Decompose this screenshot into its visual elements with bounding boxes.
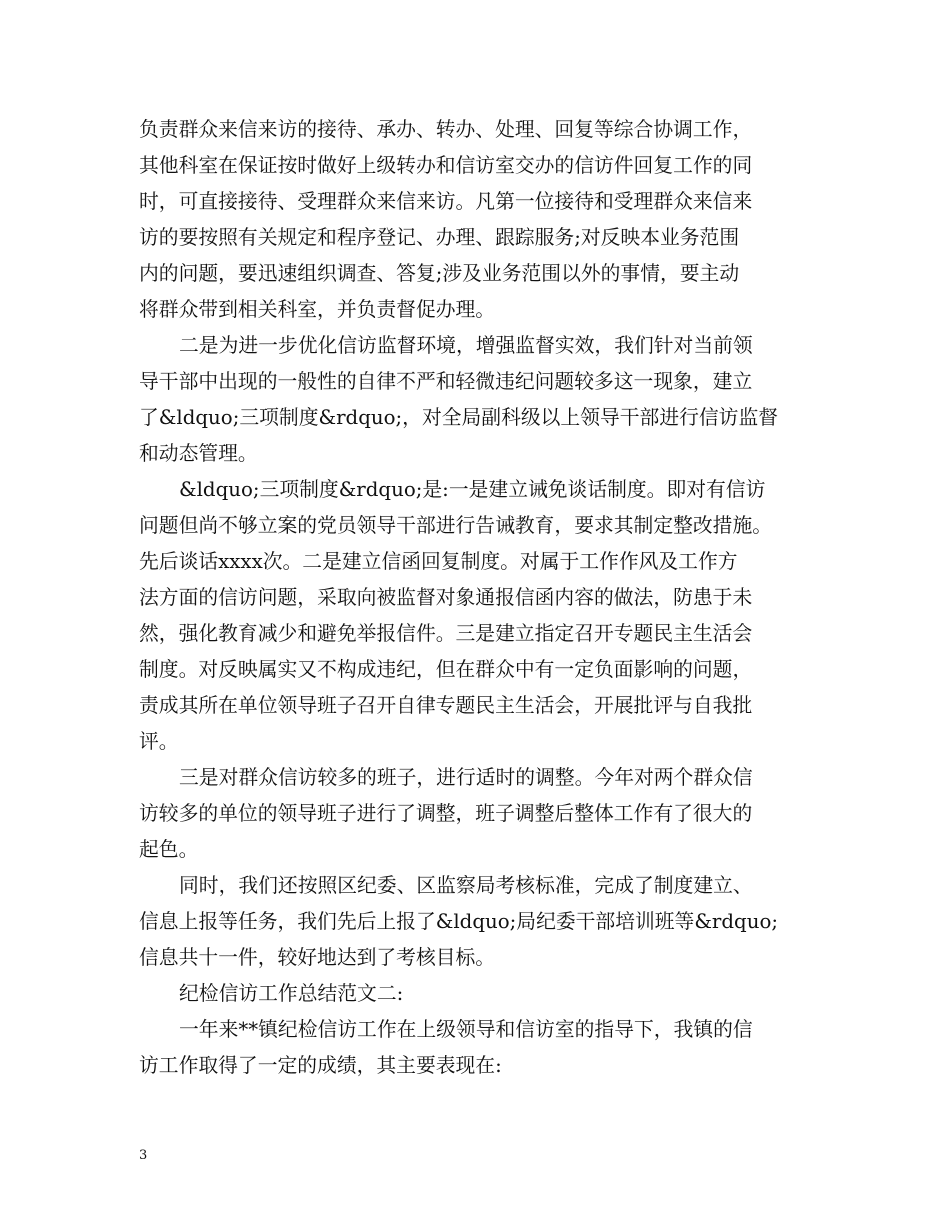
section-heading: 纪检信访工作总结范文二: bbox=[179, 982, 404, 1005]
text-line: 信息上报等任务，我们先后上报了&ldquo;局纪委干部培训班等&rdquo; bbox=[139, 910, 779, 933]
paragraph-start-line: 同时，我们还按照区纪委、区监察局考核标准，完成了制度建立、 bbox=[179, 874, 753, 897]
paragraph-start-line: 一年来**镇纪检信访工作在上级领导和信访室的指导下，我镇的信 bbox=[179, 1018, 753, 1041]
text-line: 和动态管理。 bbox=[139, 442, 258, 465]
text-line: 法方面的信访问题，采取向被监督对象通报信函内容的做法，防患于未 bbox=[139, 586, 753, 609]
text-line: 了&ldquo;三项制度&rdquo;，对全局副科级以上领导干部进行信访监督 bbox=[139, 406, 779, 429]
paragraph-start-line: 二是为进一步优化信访监督环境，增强监督实效，我们针对当前领 bbox=[179, 334, 753, 357]
text-line: 起色。 bbox=[139, 838, 199, 861]
text-line: 访的要按照有关规定和程序登记、办理、跟踪服务;对反映本业务范围 bbox=[139, 226, 740, 249]
text-line: 导干部中出现的一般性的自律不严和轻微违纪问题较多这一现象，建立 bbox=[139, 370, 753, 393]
text-line: 然，强化教育减少和避免举报信件。三是建立指定召开专题民主生活会 bbox=[139, 622, 753, 645]
text-line: 访较多的单位的领导班子进行了调整，班子调整后整体工作有了很大的 bbox=[139, 802, 753, 825]
text-line: 问题但尚不够立案的党员领导干部进行告诫教育，要求其制定整改措施。 bbox=[139, 514, 773, 537]
text-line: 访工作取得了一定的成绩，其主要表现在: bbox=[139, 1054, 502, 1077]
text-line: 信息共十一件，较好地达到了考核目标。 bbox=[139, 946, 496, 969]
text-line: 其他科室在保证按时做好上级转办和信访室交办的信访件回复工作的同 bbox=[139, 154, 753, 177]
text-line: 时，可直接接待、受理群众来信来访。凡第一位接待和受理群众来信来 bbox=[139, 190, 753, 213]
text-line: 负责群众来信来访的接待、承办、转办、处理、回复等综合协调工作， bbox=[139, 118, 753, 141]
text-line: 制度。对反映属实又不构成违纪，但在群众中有一定负面影响的问题， bbox=[139, 658, 753, 681]
page-number: 3 bbox=[139, 1148, 148, 1163]
text-line: 内的问题，要迅速组织调查、答复;涉及业务范围以外的事情，要主动 bbox=[139, 262, 740, 285]
text-line: 责成其所在单位领导班子召开自律专题民主生活会，开展批评与自我批 bbox=[139, 694, 753, 717]
text-line: 将群众带到相关科室，并负责督促办理。 bbox=[139, 298, 496, 321]
text-line: 评。 bbox=[139, 730, 179, 753]
paragraph-start-line: &ldquo;三项制度&rdquo;是:一是建立诫免谈话制度。即对有信访 bbox=[179, 478, 766, 501]
paragraph-start-line: 三是对群众信访较多的班子，进行适时的调整。今年对两个群众信 bbox=[179, 766, 753, 789]
body-text bbox=[139, 112, 819, 1084]
text-line: 先后谈话xxxx次。二是建立信函回复制度。对属于工作作风及工作方 bbox=[139, 550, 738, 573]
